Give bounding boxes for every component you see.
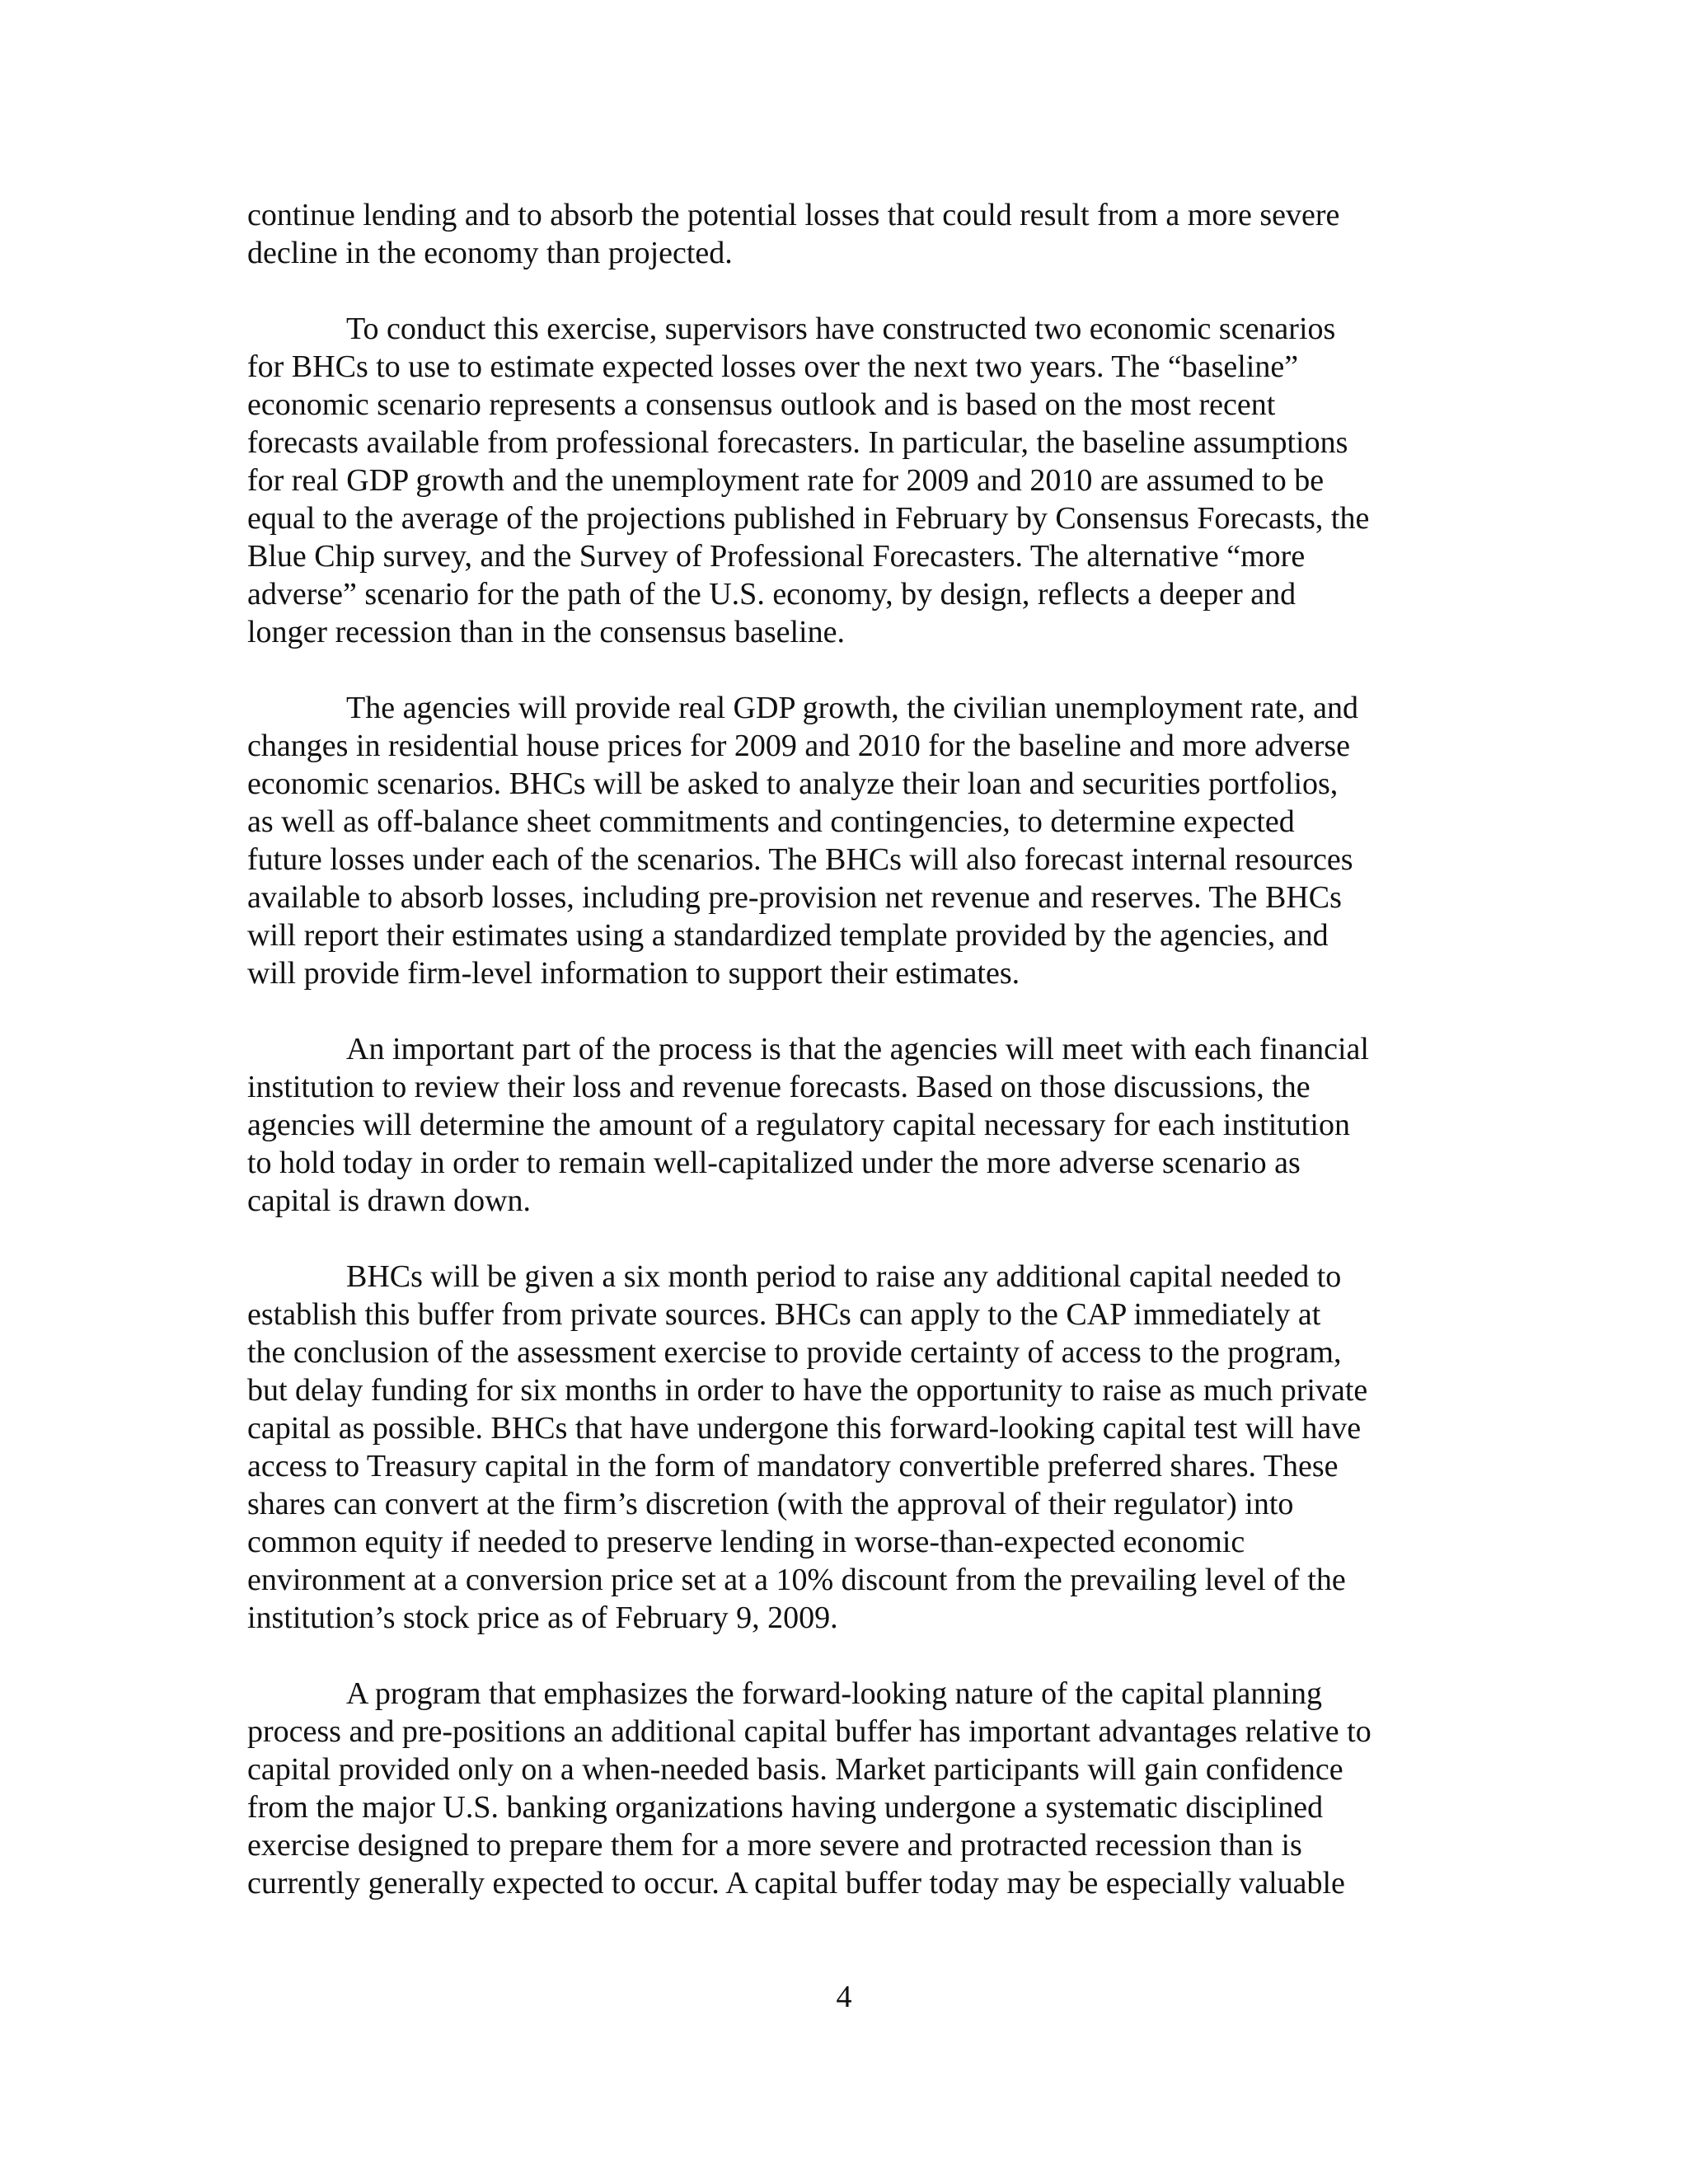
paragraph-agencies-provide: The agencies will provide real GDP growth, the civilian unemployment rate, and changes in residential house prices for 2009 and 2010 for the baseline and more adverse economic scenarios. BHCs will be asked to analyze their loan and securities portfolios, as well as off-balance sheet commitments and contingencies, to determine expected future losses under each of the scenarios. The BHCs will also forecast internal resources available to absorb losses, including pre-provision net revenue and reserves. The BHCs will report their estimates using a standardized template provided by the agencies, and will provide firm-level information to support their estimates.	[247, 691, 1358, 991]
paragraph-program-advantages: A program that emphasizes the forward-looking nature of the capital planning process and pre-positions an additional capital buffer has important advantages relative to capital provided only on a when-needed basis. Market participants will gain confidence from the major U.S. banking organizations having undergone a systematic disciplined exercise designed to prepare them for a more severe and protracted recession than is currently generally expected to occur. A capital buffer today may be especially valuable	[247, 1676, 1372, 1900]
page-number: 4	[836, 1980, 852, 2014]
paragraph-six-month-period: BHCs will be given a six month period to raise any additional capital needed to establish this buffer from private sources. BHCs can apply to the CAP immediately at the conclusion of the assessment exercise to provide certainty of access to the program, but delay funding for six months in order to have the opportunity to raise as much private capital as possible. BHCs that have undergone this forward-looking capital test will have access to Treasury capital in the form of mandatory convertible preferred shares. These shares can convert at the firm’s discretion (with the approval of their regulator) into common equity if needed to preserve lending in worse-than-expected economic environment at a conversion price set at a 10% discount from the prevailing level of the institution’s stock price as of February 9, 2009.	[247, 1259, 1368, 1635]
document-body	[247, 196, 1459, 1940]
paragraph-scenarios: To conduct this exercise, supervisors have constructed two economic scenarios for BHCs to use to estimate expected losses over the next two years. The “baseline” economic scenario represents a consensus outlook and is based on the most recent forecasts available from professional forecasters. In particular, the baseline assumptions for real GDP growth and the unemployment rate for 2009 and 2010 are assumed to be equal to the average of the projections published in February by Consensus Forecasts, the Blue Chip survey, and the Survey of Professional Forecasters. The alternative “more adverse” scenario for the path of the U.S. economy, by design, reflects a deeper and longer recession than in the consensus baseline.	[247, 312, 1370, 649]
paragraph-continuation: continue lending and to absorb the potential losses that could result from a more severe decline in the economy than projected.	[247, 198, 1340, 270]
paragraph-review-process: An important part of the process is that the agencies will meet with each financial institution to review their loss and revenue forecasts. Based on those discussions, the agencies will determine the amount of a regulatory capital necessary for each institution to hold today in order to remain well-capitalized under the more adverse scenario as capital is drawn down.	[247, 1032, 1369, 1218]
